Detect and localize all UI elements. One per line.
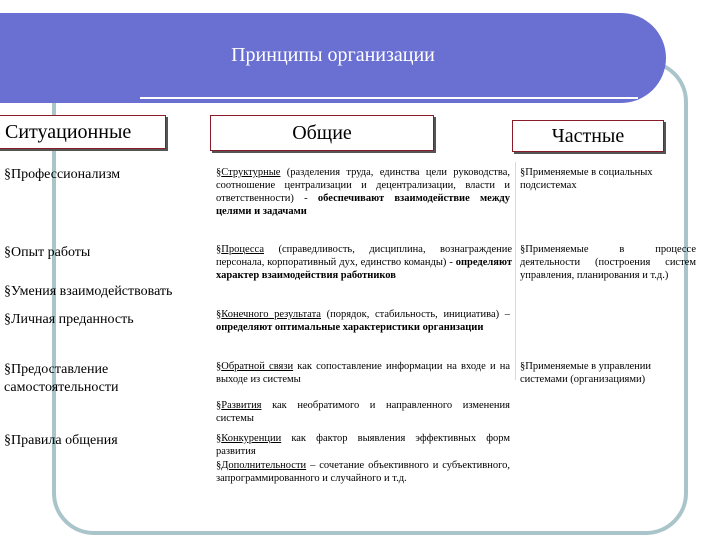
bullet-icon: § [520,167,526,178]
principle-term: Конечного результата [221,309,321,320]
principle-text: как необратимого и направленного изменения системы [216,400,510,424]
bullet-icon: § [216,400,222,411]
general-principle-structural [216,166,510,218]
principle-term: Процесса [221,244,264,255]
principle-effect: определяют оптимальные характеристики организации [216,322,484,333]
list-item: §Правила общения [4,433,118,448]
general-principle-result [216,308,510,334]
column-divider [515,162,516,380]
principle-effect: определяют характер взаимодействия работников [216,257,512,281]
bullet-icon: § [216,167,222,178]
principle-text: как сопоставление информации на входе и на выходе из системы [216,361,511,385]
particular-principle-social [520,166,696,192]
general-principle-process [216,243,512,282]
general-principle-feedback [216,360,510,386]
bullet-icon: § [216,244,222,255]
principle-term: Структурные [221,167,281,178]
principle-text: как фактор выявления эффективных форм развития [216,433,510,457]
banner-divider [140,97,638,99]
header-general [210,115,434,151]
principle-text: Применяемые в социальных подсистемах [520,167,653,191]
header-situational-label: Ситуационные [5,120,132,143]
principle-text: Применяемые в процессе деятельности (построения систем управления, планирования и т.д.) [520,244,696,281]
list-item: §Умения взаимодействовать [4,284,173,299]
principle-text: (разделения труда, единства цели руководства, соотношение централизации и децентрализации, власти и ответственности) - [216,167,510,204]
principle-text: Применяемые в управлении системами (организациями) [520,361,652,385]
particular-principle-process [520,243,696,282]
principle-effect: обеспечивают взаимодействие между целями и задачами [216,193,510,217]
principle-term: Дополнительности [221,460,307,471]
header-particular-label: Частные [551,124,625,147]
bullet-icon: § [216,361,222,372]
principle-text: (порядок, стабильность, инициатива) – [320,309,510,320]
bullet-icon: § [216,433,222,444]
principle-term: Обратной связи [221,361,294,372]
list-item: §Профессионализм [4,167,121,182]
principle-text: – сочетание объективного и субъективного, запрограммированного и случайного и т.д. [216,460,510,484]
header-particular [512,120,664,152]
general-principle-development [216,399,510,425]
principle-text: (справедливость, дисциплина, вознаграждение персонала, корпоративный дух, единство команды) - [216,244,512,268]
general-principle-competition [216,432,510,458]
list-item: §Предоставление самостоятельности [4,362,119,395]
header-situational [0,115,166,149]
general-principle-complementarity [216,459,510,485]
bullet-icon: § [520,244,526,255]
list-item: §Опыт работы [4,245,91,260]
particular-principle-management [520,360,696,386]
principle-term: Развития [221,400,262,411]
principle-term: Конкуренции [221,433,282,444]
bullet-icon: § [216,309,222,320]
header-general-label: Общие [292,121,352,144]
bullet-icon: § [216,460,222,471]
list-item: §Личная преданность [4,312,134,327]
page-title: Принципы организации [231,44,435,66]
bullet-icon: § [520,361,526,372]
